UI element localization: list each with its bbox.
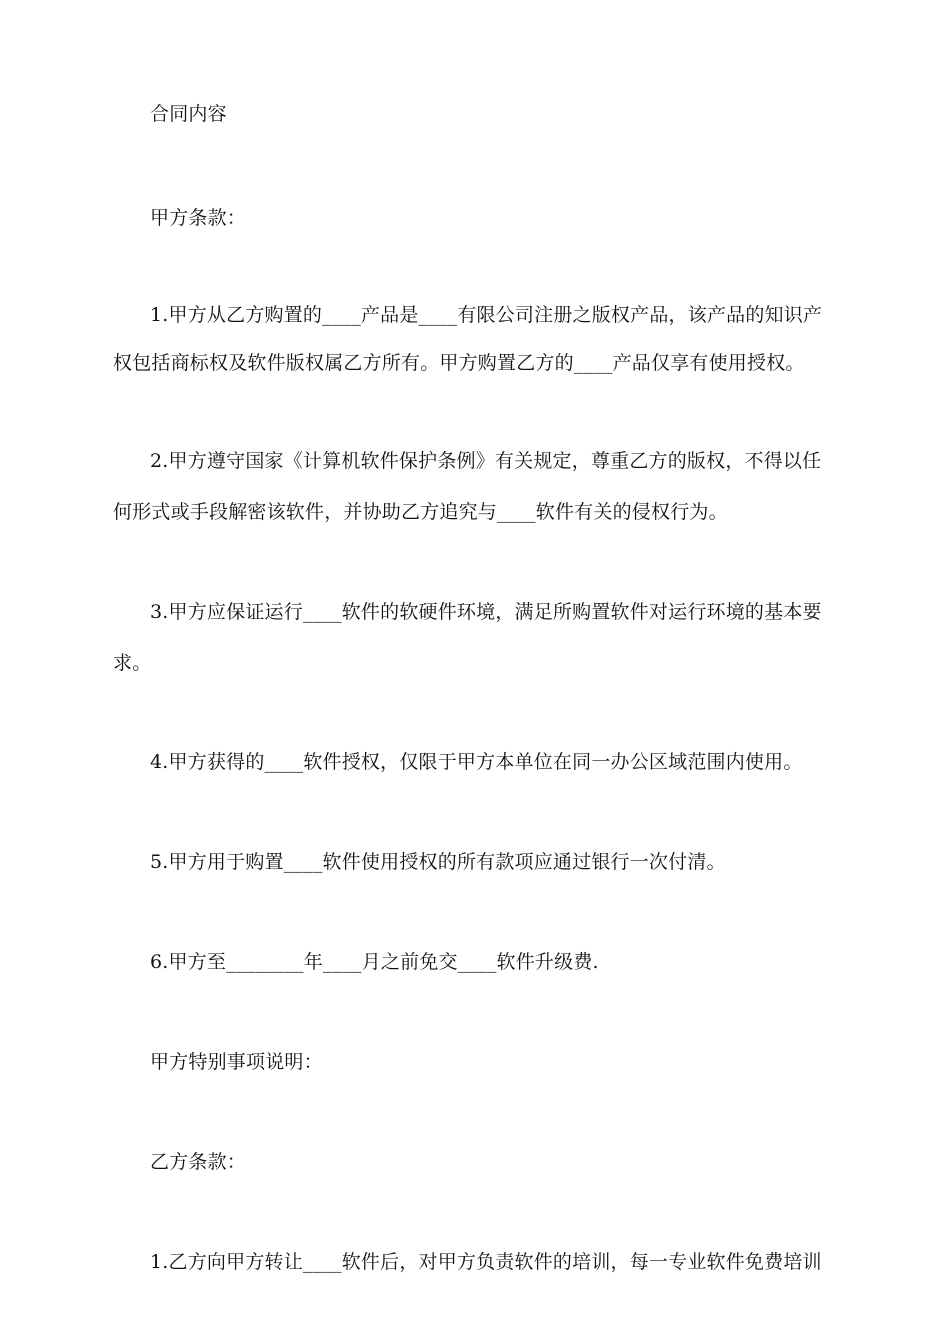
party-a-clause-6: 6.甲方至________年____月之前免交____软件升级费. — [150, 951, 599, 973]
party-b-heading: 乙方条款： — [150, 1151, 247, 1173]
party-a-clause-2-line-1: 2.甲方遵守国家《计算机软件保护条例》有关规定，尊重乙方的版权，不得以任 — [150, 450, 822, 472]
party-a-special-notes: 甲方特别事项说明： — [150, 1051, 323, 1073]
party-b-clause-1-line-1: 1.乙方向甲方转让____软件后，对甲方负责软件的培训，每一专业软件免费培训 — [150, 1251, 822, 1273]
party-a-clause-2-line-2: 何形式或手段解密该软件，并协助乙方追究与____软件有关的侵权行为。 — [113, 501, 728, 523]
party-a-heading: 甲方条款： — [150, 207, 247, 229]
document-heading: 合同内容 — [150, 103, 227, 125]
party-a-clause-3-line-2: 求。 — [113, 652, 152, 674]
party-a-clause-5: 5.甲方用于购置____软件使用授权的所有款项应通过银行一次付清。 — [150, 851, 726, 873]
party-a-clause-3-line-1: 3.甲方应保证运行____软件的软硬件环境，满足所购置软件对运行环境的基本要 — [150, 601, 822, 623]
party-a-clause-4: 4.甲方获得的____软件授权，仅限于甲方本单位在同一办公区域范围内使用。 — [150, 751, 803, 773]
party-a-clause-1-line-2: 权包括商标权及软件版权属乙方所有。甲方购置乙方的____产品仅享有使用授权。 — [113, 352, 805, 374]
party-a-clause-1-line-1: 1.甲方从乙方购置的____产品是____有限公司注册之版权产品，该产品的知识产 — [150, 304, 823, 326]
